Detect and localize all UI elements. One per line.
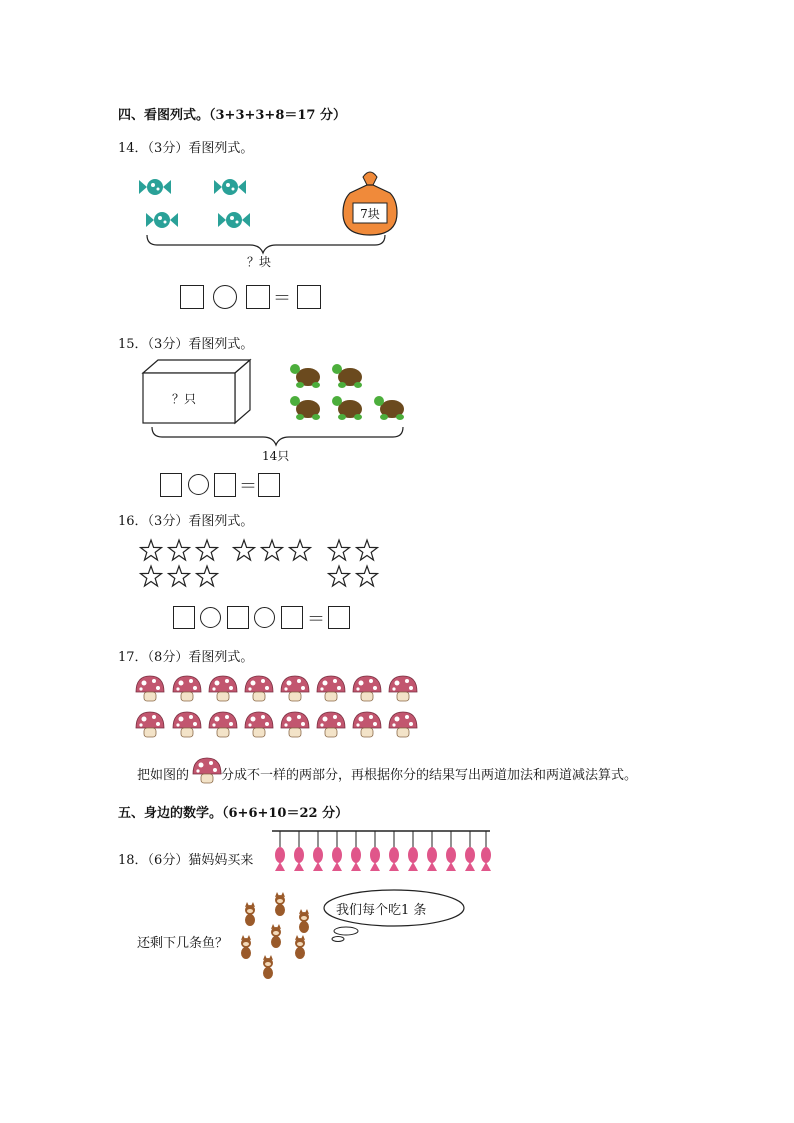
- fish-icon: [446, 831, 456, 871]
- turtle-icon: [290, 396, 320, 420]
- question-14-figure: [135, 165, 400, 317]
- section-5-title: 五、身边的数学。（6+6+10＝22 分）: [118, 806, 349, 821]
- star-icon: [329, 540, 350, 560]
- answer-box[interactable]: [227, 606, 249, 629]
- operator-circle[interactable]: [200, 607, 221, 628]
- mushroom-icon: [317, 712, 345, 737]
- star-icon: [262, 540, 283, 560]
- brace-label: 14只: [262, 449, 290, 463]
- answer-box[interactable]: [246, 285, 270, 309]
- mushroom-icon: [136, 712, 164, 737]
- brace-label: ？块: [247, 255, 272, 269]
- star-icon: [234, 540, 255, 560]
- star-icon: [169, 566, 190, 586]
- star-icon: [141, 540, 162, 560]
- question-16-label: 16．（3分）看图列式。: [118, 514, 254, 529]
- mushroom-icon: [353, 712, 381, 737]
- mushroom-icon: [192, 757, 222, 785]
- mushroom-icon: [136, 676, 164, 701]
- mushroom-icon: [281, 676, 309, 701]
- kittens-group: [232, 890, 322, 985]
- mushroom-icon: [173, 712, 201, 737]
- brace: [147, 235, 385, 253]
- star-icon: [141, 566, 162, 586]
- mushroom-icon: [209, 712, 237, 737]
- fish-icon: [389, 831, 399, 871]
- fish-icon: [313, 831, 323, 871]
- box-icon: [143, 360, 250, 423]
- question-15-figure: [138, 355, 413, 500]
- mushroom-icon: [281, 712, 309, 737]
- candy-icon: [139, 179, 171, 195]
- question-17-label: 17．（8分）看图列式。: [118, 650, 254, 665]
- kitten-icon: [263, 955, 273, 979]
- bag-icon: [343, 172, 397, 235]
- operator-circle[interactable]: [254, 607, 275, 628]
- kitten-icon: [299, 909, 309, 933]
- kitten-icon: [271, 924, 281, 948]
- fish-rack: [270, 828, 492, 880]
- fish-icon: [275, 831, 285, 871]
- fish-icon: [481, 831, 491, 871]
- answer-box[interactable]: [328, 606, 350, 629]
- question-17-instruction-end: 分成不一样的两部分，再根据你分的结果写出两道加法和两道减法算式。: [221, 768, 638, 783]
- kitten-icon: [275, 892, 285, 916]
- equals-sign: ＝: [307, 609, 325, 630]
- star-icon: [329, 566, 350, 586]
- answer-box[interactable]: [180, 285, 204, 309]
- section-4-title: 四、看图列式。（3+3+3+8＝17 分）: [118, 108, 346, 123]
- question-18-label: 18．（6分）猫妈妈买来: [118, 853, 254, 868]
- box-label: ？只: [172, 392, 197, 406]
- fish-icon: [294, 831, 304, 871]
- answer-box[interactable]: [297, 285, 321, 309]
- candy-icon: [214, 179, 246, 195]
- bag-label: 7块: [360, 207, 380, 221]
- answer-box[interactable]: [258, 473, 280, 497]
- fish-icon: [332, 831, 342, 871]
- fish-icon: [427, 831, 437, 871]
- mushroom-icon: [389, 676, 417, 701]
- mushroom-icon: [245, 676, 273, 701]
- equals-sign: ＝: [239, 476, 257, 497]
- fish-icon: [370, 831, 380, 871]
- star-icon: [357, 566, 378, 586]
- operator-circle[interactable]: [188, 474, 209, 495]
- mushroom-icon: [209, 676, 237, 701]
- candy-icon: [146, 212, 178, 228]
- question-14-label: 14．（3分）看图列式。: [118, 141, 254, 156]
- turtle-icon: [374, 396, 404, 420]
- fish-icon: [465, 831, 475, 871]
- star-icon: [290, 540, 311, 560]
- kitten-icon: [245, 902, 255, 926]
- fish-icon: [408, 831, 418, 871]
- answer-box[interactable]: [160, 473, 182, 497]
- turtle-icon: [290, 364, 320, 388]
- speech-bubble-text: 我们每个吃1 条: [336, 903, 427, 918]
- turtle-icon: [332, 364, 362, 388]
- mushroom-icon: [353, 676, 381, 701]
- question-17-instruction-start: 把如图的: [137, 768, 190, 783]
- mushroom-icon: [245, 712, 273, 737]
- question-15-label: 15．（3分）看图列式。: [118, 337, 254, 352]
- kitten-icon: [241, 935, 251, 959]
- candy-icon: [218, 212, 250, 228]
- star-icon: [197, 540, 218, 560]
- mushroom-icon: [317, 676, 345, 701]
- turtle-icon: [332, 396, 362, 420]
- kitten-icon: [295, 935, 305, 959]
- fish-icon: [351, 831, 361, 871]
- mushroom-grid: [135, 672, 420, 747]
- star-icon: [357, 540, 378, 560]
- question-16-figure: [135, 535, 385, 635]
- brace: [152, 427, 403, 445]
- answer-box[interactable]: [214, 473, 236, 497]
- answer-box[interactable]: [173, 606, 195, 629]
- question-18-question: 还剩下几条鱼？: [137, 936, 229, 951]
- equals-sign: ＝: [273, 288, 291, 309]
- star-icon: [169, 540, 190, 560]
- answer-box[interactable]: [281, 606, 303, 629]
- operator-circle[interactable]: [213, 285, 237, 309]
- mushroom-icon: [173, 676, 201, 701]
- star-icon: [197, 566, 218, 586]
- mushroom-icon: [389, 712, 417, 737]
